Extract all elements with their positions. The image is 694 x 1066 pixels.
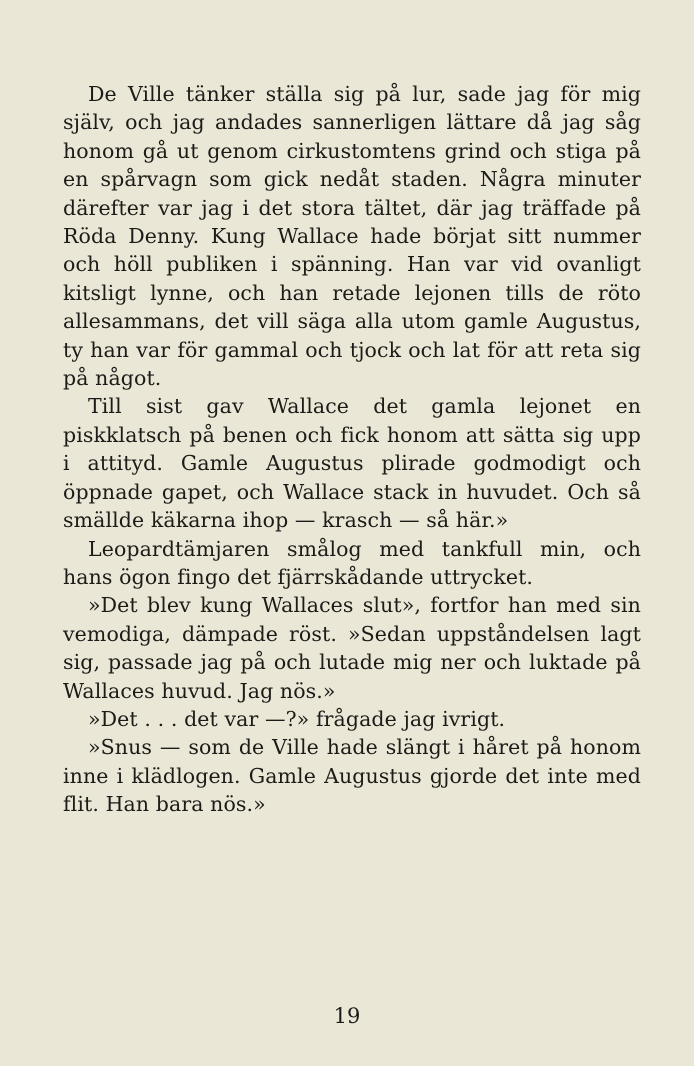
paragraph: »Det . . . det var —?» frågade jag ivrigt. (88, 706, 506, 731)
page-number: 19 (333, 1004, 361, 1028)
paragraph: Leopardtämjaren smålog med tankfull min, och hans ögon fingo det fjärrskådande uttrycket. (63, 536, 641, 589)
body-text (63, 80, 641, 819)
paragraph: De Ville tänker ställa sig på lur, sade jag för mig själv, och jag andades sannerligen lättare då jag såg honom gå ut genom cirkustomtens grind och stiga på en spårvagn som gick nedåt staden. Några minuter därefter var jag i det stora tältet, där jag träffade på Röda Denny. Kung Wallace hade börjat sitt nummer och höll publiken i spänning. Han var vid ovanligt kitsligt lynne, och han retade lejonen tills de röto allesammans, det vill säga alla utom gamle Augustus, ty han var för gammal och tjock och lat för att reta sig på något. (63, 82, 641, 391)
paragraph: Till sist gav Wallace det gamla lejonet en piskklatsch på benen och fick honom att sätta sig upp i attityd. Gamle Augustus plirade godmodigt och öppnade gapet, och Wallace stack in huvudet. Och så smällde käkarna ihop — krasch — så här.» (63, 394, 641, 533)
paragraph: »Det blev kung Wallaces slut», fortfor han med sin vemodiga, dämpade röst. »Sedan uppståndelsen lagt sig, passade jag på och lutade mig ner och luktade på Wallaces huvud. Jag nös.» (63, 593, 641, 703)
paragraph: »Snus — som de Ville hade slängt i håret på honom inne i klädlogen. Gamle Augustus gjorde det inte med flit. Han bara nös.» (63, 735, 641, 817)
